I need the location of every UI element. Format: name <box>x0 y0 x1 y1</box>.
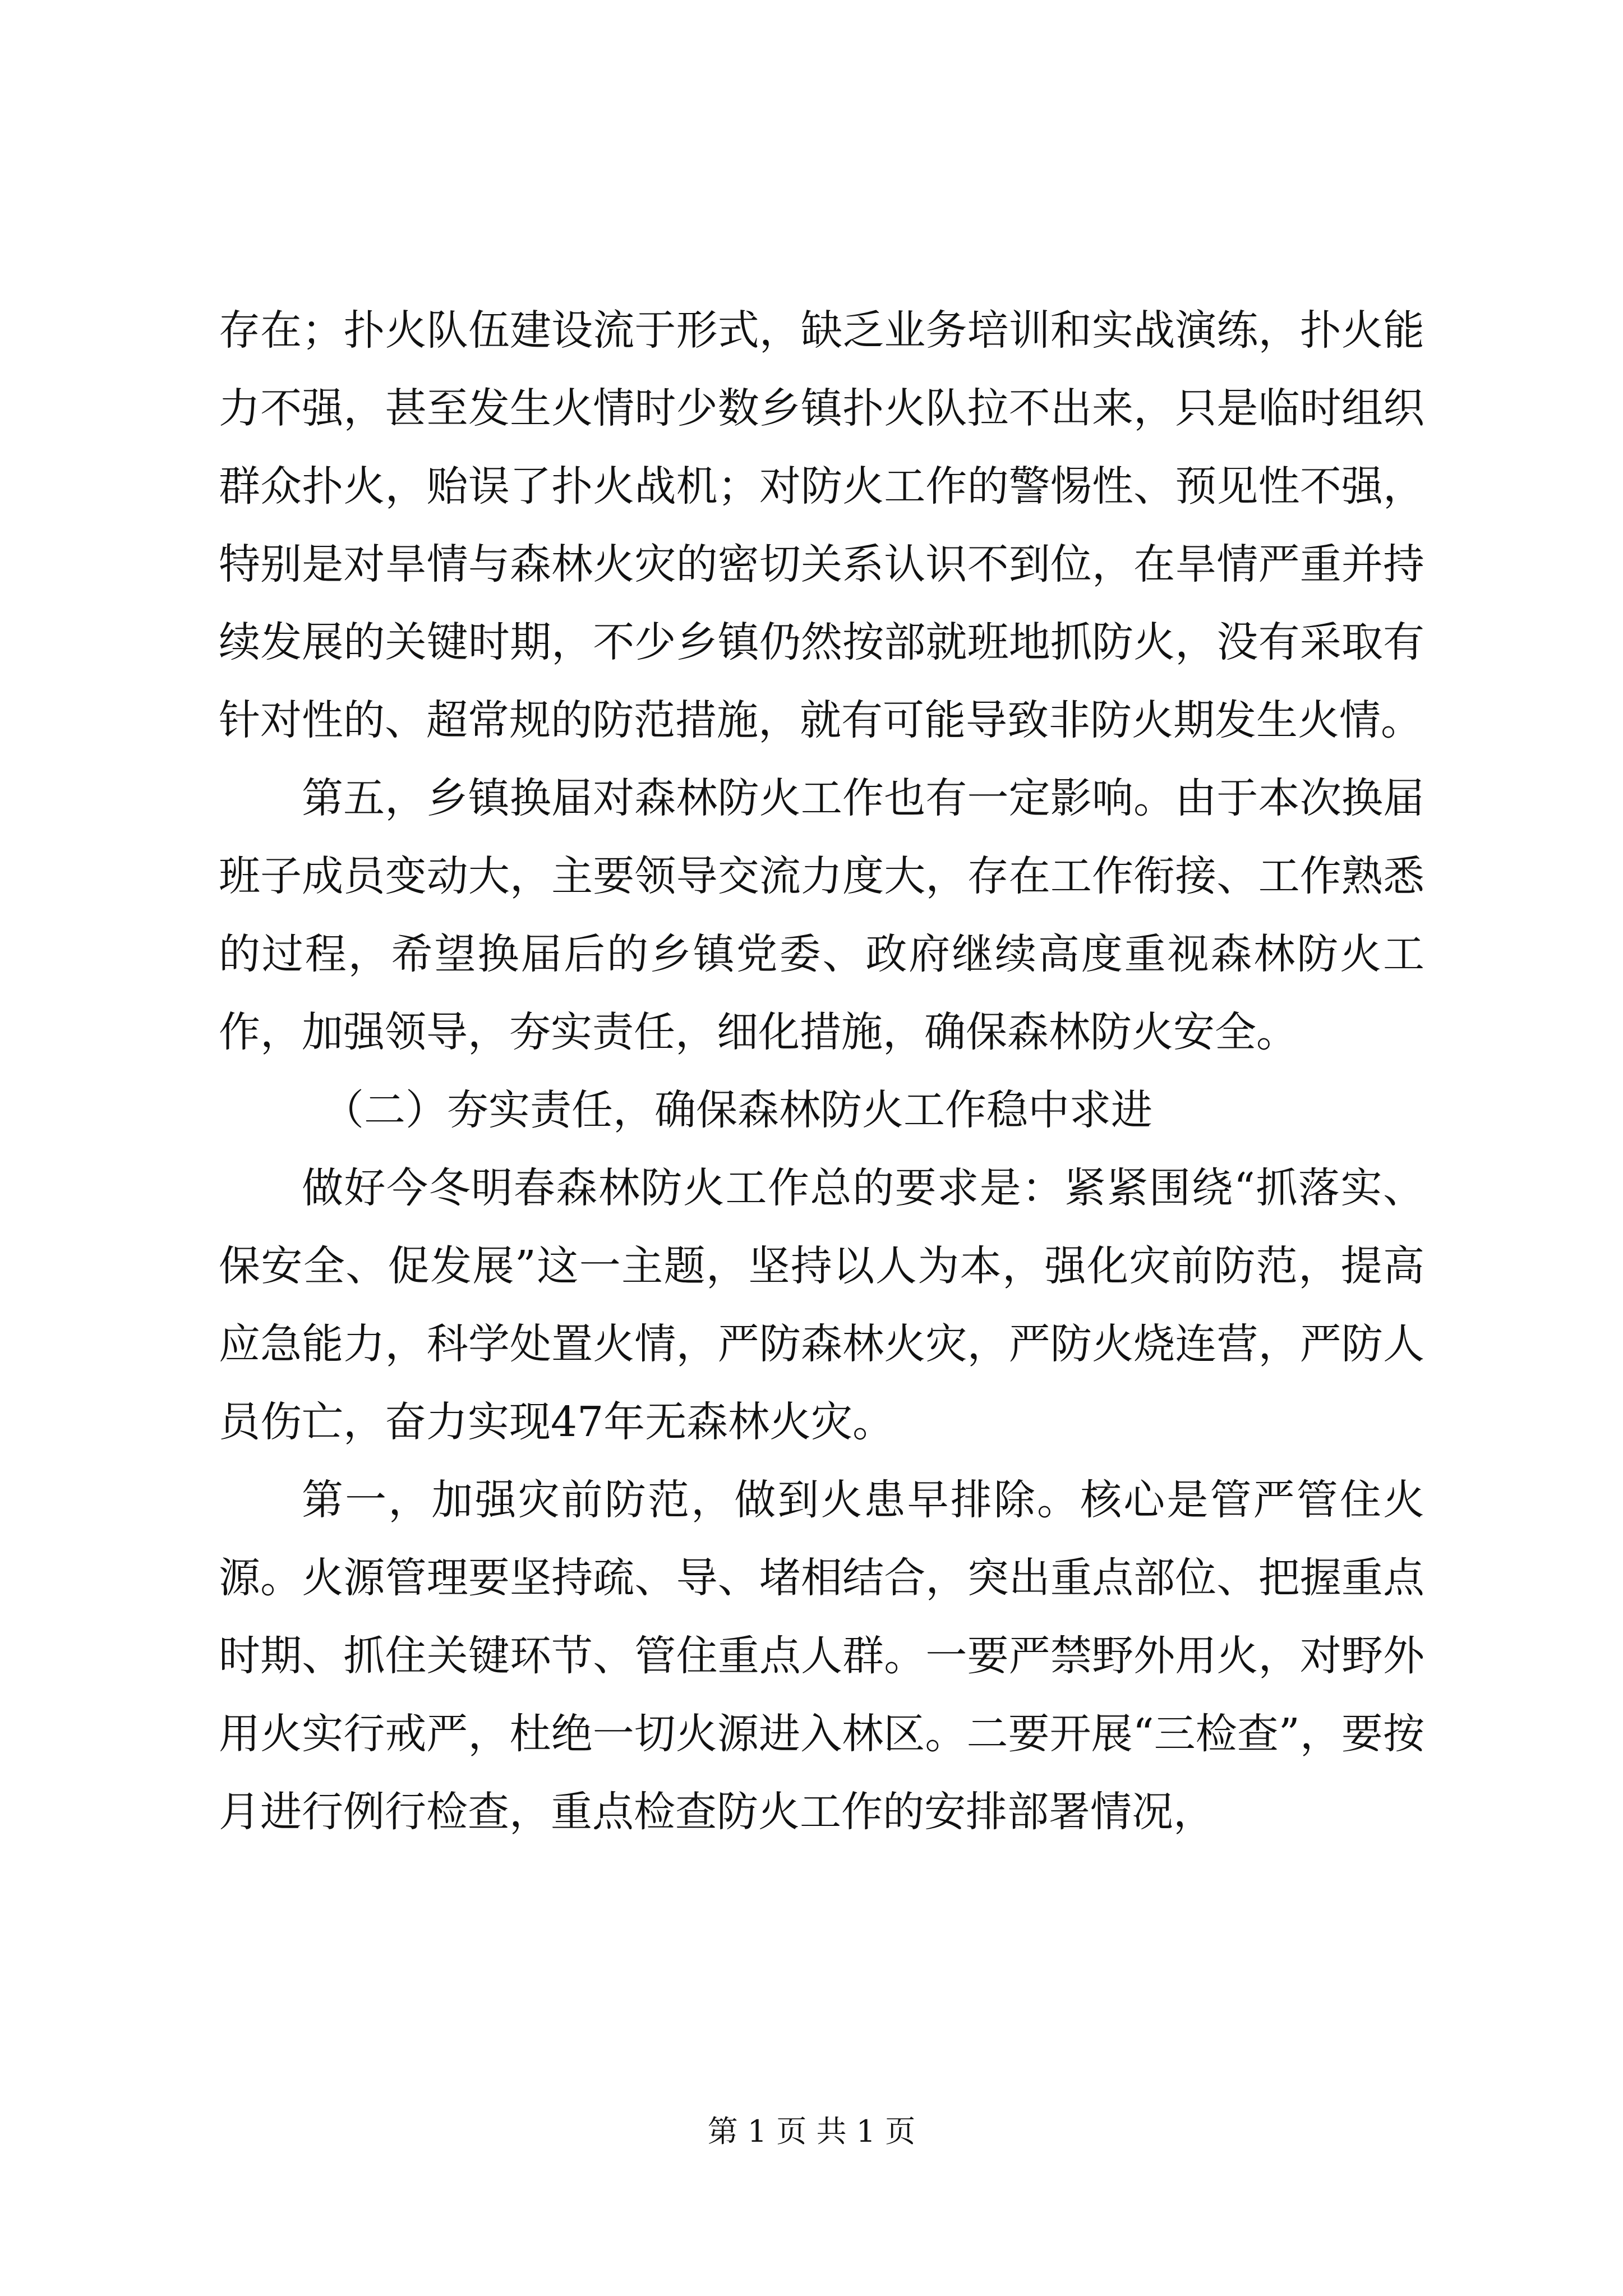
paragraph-first: 第一，加强灾前防范，做到火患早排除。核心是管严管住火源。火源管理要坚持疏、导、堵相结合，突出重点部位、把握重点时期、抓住关键环节、管住重点人群。一要严禁野外用火，对野外用火实行戒严，杜绝一切火源进入林区。二要开展“三检查”，要按月进行例行检查，重点检查防火工作的安排部署情况， <box>219 1476 1424 1836</box>
paragraph-requirements: 做好今冬明春森林防火工作总的要求是：紧紧围绕“抓落实、保安全、促发展”这一主题，坚持以人为本，强化灾前防范，提高应急能力，科学处置火情，严防森林火灾，严防火烧连营，严防人员伤亡，奋力实现47年无森林火灾。 <box>219 1164 1424 1446</box>
document-body <box>219 292 1424 1851</box>
page-footer: 第 1 页 共 1 页 <box>707 2114 916 2149</box>
paragraph-continuation: 存在；扑火队伍建设流于形式，缺乏业务培训和实战演练，扑火能力不强，甚至发生火情时少数乡镇扑火队拉不出来，只是临时组织群众扑火，贻误了扑火战机；对防火工作的警惕性、预见性不强，特别是对旱情与森林火灾的密切关系认识不到位，在旱情严重并持续发展的关键时期，不少乡镇仍然按部就班地抓防火，没有采取有针对性的、超常规的防范措施，就有可能导致非防火期发生火情。 <box>219 306 1424 744</box>
section-heading: （二）夯实责任，确保森林防火工作稳中求进 <box>322 1086 1152 1134</box>
paragraph-fifth: 第五，乡镇换届对森林防火工作也有一定影响。由于本次换届班子成员变动大，主要领导交流力度大，存在工作衔接、工作熟悉的过程，希望换届后的乡镇党委、政府继续高度重视森林防火工作，加强领导，夯实责任，细化措施，确保森林防火安全。 <box>219 774 1424 1056</box>
